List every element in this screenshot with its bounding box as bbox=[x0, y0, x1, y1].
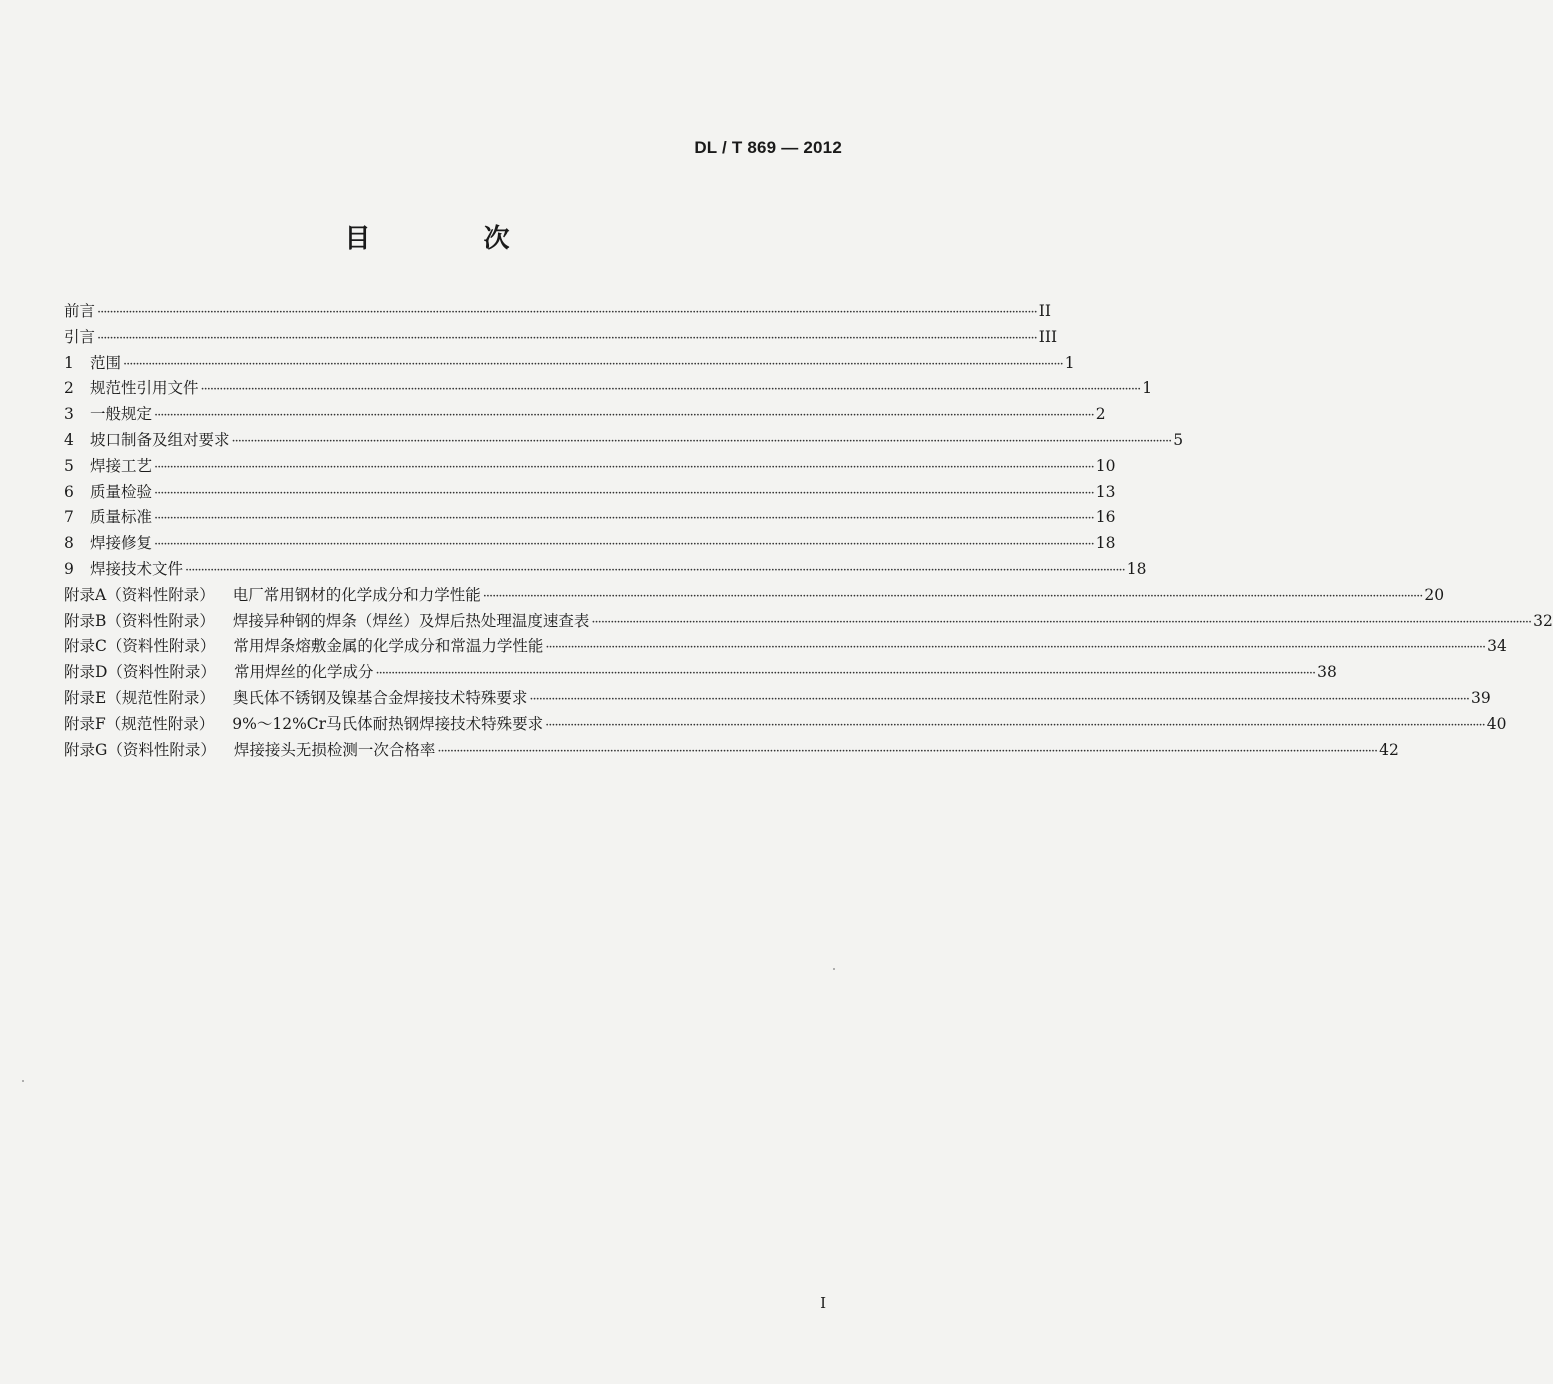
toc-leader-dots: ············································································································································································································································································································ bbox=[529, 691, 1470, 707]
toc-entry[interactable] bbox=[64, 402, 1106, 428]
toc-page-number: 40 bbox=[1486, 714, 1507, 733]
toc-number: 5 bbox=[64, 456, 74, 475]
toc-label: 常用焊丝的化学成分 bbox=[233, 663, 374, 682]
toc-appendix-label: 附录G（资料性附录） bbox=[64, 740, 216, 759]
toc-appendix-label: 附录C（资料性附录） bbox=[64, 637, 216, 656]
toc-label: 质量检验 bbox=[90, 482, 153, 501]
toc-page-number: III bbox=[1038, 327, 1058, 346]
toc-label: 9%～12%Cr马氏体耐热钢焊接技术特殊要求 bbox=[232, 714, 544, 733]
toc-leader-dots: ············································································································································································································································································································ bbox=[375, 666, 1316, 682]
toc-page-number: 5 bbox=[1173, 430, 1184, 449]
toc-leader-dots: ············································································································································································································································································································ bbox=[185, 562, 1125, 578]
toc-title: 目 次 bbox=[344, 224, 562, 254]
toc-page-number: 18 bbox=[1095, 534, 1116, 553]
toc-page-number: 20 bbox=[1424, 585, 1445, 604]
toc-leader-dots: ············································································································································································································································································································ bbox=[154, 511, 1094, 527]
toc-entry[interactable] bbox=[64, 557, 1147, 583]
toc-page-number: 34 bbox=[1487, 637, 1507, 656]
toc-label: 一般规定 bbox=[90, 405, 153, 424]
toc-entry[interactable] bbox=[64, 660, 1337, 686]
toc-leader-dots: ············································································································································································································································································································ bbox=[591, 614, 1532, 630]
toc-entry[interactable] bbox=[64, 351, 1075, 377]
toc-page-number: 13 bbox=[1095, 482, 1116, 501]
toc-label: 电厂常用钢材的化学成分和力学性能 bbox=[232, 585, 481, 604]
toc-label: 引言 bbox=[64, 327, 96, 346]
toc-page-number: 38 bbox=[1317, 663, 1337, 682]
toc-label: 奥氏体不锈钢及镍基合金焊接技术特殊要求 bbox=[232, 688, 528, 707]
toc-leader-dots: ············································································································································································································································································································ bbox=[154, 537, 1094, 553]
toc-page-number: 1 bbox=[1064, 353, 1075, 372]
toc-entry[interactable] bbox=[64, 428, 1184, 454]
toc-entry[interactable] bbox=[64, 325, 1058, 351]
toc-leader-dots: ············································································································································································································································································································ bbox=[545, 717, 1485, 733]
table-of-contents bbox=[64, 299, 1553, 763]
toc-appendix-label: 附录A（资料性附录） bbox=[64, 585, 215, 604]
toc-page-number: 10 bbox=[1095, 456, 1116, 475]
toc-number: 7 bbox=[64, 508, 74, 527]
toc-number: 9 bbox=[64, 559, 74, 578]
toc-leader-dots: ············································································································································································································································································································ bbox=[482, 588, 1423, 604]
toc-leader-dots: ············································································································································································································································································································ bbox=[545, 640, 1486, 656]
document-code: DL / T 869 — 2012 bbox=[694, 138, 842, 157]
toc-number: 3 bbox=[64, 405, 74, 424]
toc-label: 焊接接头无损检测一次合格率 bbox=[233, 740, 436, 759]
toc-leader-dots: ············································································································································································································································································································ bbox=[437, 743, 1378, 759]
toc-leader-dots: ············································································································································································································································································································ bbox=[123, 356, 1063, 372]
toc-entry[interactable] bbox=[64, 454, 1116, 480]
toc-page-number: 32 bbox=[1533, 611, 1553, 630]
toc-page-number: II bbox=[1038, 302, 1051, 320]
toc-entry[interactable] bbox=[64, 480, 1116, 506]
toc-appendix-label: 附录E（规范性附录） bbox=[64, 688, 215, 707]
toc-number: 1 bbox=[64, 353, 74, 372]
toc-appendix-label: 附录D（资料性附录） bbox=[64, 663, 216, 682]
scan-speck bbox=[833, 968, 835, 970]
toc-label: 坡口制备及组对要求 bbox=[90, 430, 230, 449]
toc-number: 8 bbox=[64, 534, 74, 553]
toc-entry[interactable] bbox=[64, 531, 1116, 557]
toc-leader-dots: ············································································································································································································································································································ bbox=[200, 382, 1141, 398]
toc-label: 范围 bbox=[90, 353, 122, 372]
toc-label: 常用焊条熔敷金属的化学成分和常温力学性能 bbox=[233, 637, 544, 656]
toc-number: 4 bbox=[64, 430, 74, 449]
toc-label: 规范性引用文件 bbox=[90, 379, 199, 398]
toc-leader-dots: ············································································································································································································································································································ bbox=[154, 408, 1094, 424]
toc-label: 质量标准 bbox=[90, 508, 153, 527]
toc-label: 焊接修复 bbox=[90, 534, 153, 553]
toc-entry[interactable] bbox=[64, 299, 1051, 325]
toc-page-number: 42 bbox=[1379, 740, 1399, 759]
toc-leader-dots: ············································································································································································································································································································ bbox=[97, 330, 1037, 346]
toc-leader-dots: ············································································································································································································································································································ bbox=[154, 485, 1094, 501]
toc-appendix-label: 附录F（规范性附录） bbox=[64, 714, 215, 733]
toc-number: 6 bbox=[64, 482, 74, 501]
toc-page-number: 2 bbox=[1095, 405, 1106, 424]
toc-entry[interactable] bbox=[64, 505, 1116, 531]
toc-entry[interactable] bbox=[64, 583, 1445, 609]
scan-speck bbox=[22, 1080, 24, 1082]
toc-leader-dots: ············································································································································································································································································································ bbox=[97, 305, 1037, 320]
toc-number: 2 bbox=[64, 379, 74, 398]
toc-entry[interactable] bbox=[64, 634, 1507, 660]
toc-label: 焊接工艺 bbox=[90, 456, 153, 475]
page-number: I bbox=[820, 1294, 826, 1312]
toc-entry[interactable] bbox=[64, 609, 1553, 635]
toc-label: 前言 bbox=[64, 302, 96, 320]
toc-leader-dots: ············································································································································································································································································································ bbox=[231, 433, 1172, 449]
toc-appendix-label: 附录B（资料性附录） bbox=[64, 611, 215, 630]
toc-entry[interactable] bbox=[64, 712, 1507, 738]
toc-page-number: 1 bbox=[1142, 379, 1153, 398]
toc-entry[interactable] bbox=[64, 376, 1153, 402]
toc-label: 焊接技术文件 bbox=[90, 559, 184, 578]
toc-label: 焊接异种钢的焊条（焊丝）及焊后热处理温度速查表 bbox=[232, 611, 590, 630]
toc-entry[interactable] bbox=[64, 738, 1399, 764]
toc-page-number: 39 bbox=[1471, 688, 1491, 707]
toc-leader-dots: ············································································································································································································································································································ bbox=[154, 459, 1094, 475]
toc-page-number: 16 bbox=[1095, 508, 1116, 527]
toc-page-number: 18 bbox=[1126, 559, 1147, 578]
toc-entry[interactable] bbox=[64, 686, 1491, 712]
